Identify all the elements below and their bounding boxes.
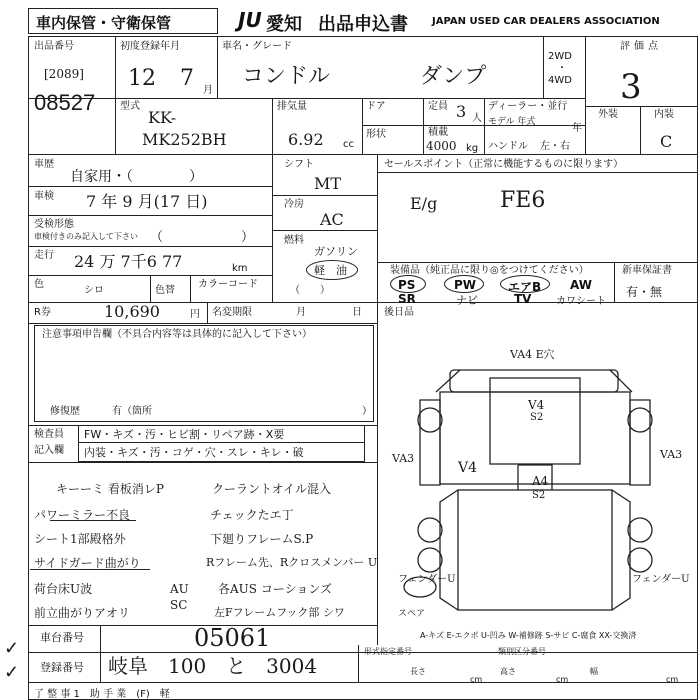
divider bbox=[28, 462, 377, 463]
wheel-rr bbox=[628, 518, 652, 542]
mileage-label: 走行 bbox=[34, 250, 54, 261]
divider bbox=[640, 106, 641, 154]
underline bbox=[30, 569, 150, 570]
registration-value: 岐阜 100 と 3004 bbox=[108, 654, 318, 678]
side-mark-sc: SC bbox=[170, 598, 188, 612]
note-8: チェックたエ丁 bbox=[210, 508, 294, 522]
divider bbox=[484, 98, 485, 154]
mileage-unit: km bbox=[232, 263, 248, 274]
reg-year: 12 bbox=[128, 66, 156, 91]
note-12: 左Fフレームフック部 シワ bbox=[214, 606, 345, 619]
wheel-rl bbox=[418, 518, 442, 542]
chassis-label: 車台番号 bbox=[40, 631, 84, 644]
divider bbox=[100, 625, 101, 682]
type-label: 型式 bbox=[120, 101, 140, 112]
lot-label: 出品番号 bbox=[34, 41, 74, 52]
inspector-row2: 内装・キズ・汚・コゲ・穴・スレ・キレ・破 bbox=[84, 446, 304, 459]
note-3: シート1部殿格外 bbox=[34, 532, 126, 546]
mark-8: S2 bbox=[532, 490, 546, 501]
wheel-fr bbox=[628, 408, 652, 432]
warranty-label: 新車保証書 bbox=[622, 265, 672, 276]
ju-logo: JU bbox=[238, 8, 262, 32]
equip-ps: PS bbox=[398, 278, 416, 292]
equip-airbag: エアB bbox=[508, 280, 542, 294]
capacity-label: 定員 bbox=[428, 101, 448, 112]
capacity: 3 bbox=[456, 102, 467, 121]
left-side bbox=[420, 400, 440, 485]
load-unit: kg bbox=[466, 143, 479, 154]
divider bbox=[362, 125, 585, 126]
color-label: 色 bbox=[34, 279, 44, 290]
divider bbox=[28, 98, 585, 99]
lot-number: 08527 bbox=[34, 90, 96, 115]
reg-month: 7 bbox=[180, 66, 194, 91]
note-4: サイドガード曲がり bbox=[34, 556, 141, 570]
checkmark: ✓ bbox=[4, 662, 20, 683]
grade: ダンプ bbox=[420, 64, 487, 89]
note-11: 各AUS コーションズ bbox=[218, 582, 332, 596]
form-title: 出品申込書 bbox=[318, 14, 408, 35]
divider bbox=[28, 186, 272, 187]
equipment-label: 装備品（純正品に限り◎をつけてください） bbox=[390, 265, 589, 276]
month-unit: 月 bbox=[203, 85, 213, 96]
bed-floor bbox=[458, 490, 612, 610]
color-code-label: カラーコード bbox=[198, 279, 258, 290]
recycle-label: R券 bbox=[34, 307, 51, 318]
divider bbox=[272, 230, 377, 231]
recycle-yen: 円 bbox=[190, 309, 200, 320]
inspection-label: 車検 bbox=[34, 191, 54, 202]
lot-sub: [2089] bbox=[44, 67, 84, 81]
circle-ps bbox=[390, 275, 426, 293]
cab-roof bbox=[450, 370, 618, 392]
mark-11: スペア bbox=[398, 609, 426, 619]
registration-label: 登録番号 bbox=[40, 661, 84, 674]
divider bbox=[28, 682, 698, 683]
type-line2: MK252BH bbox=[142, 130, 227, 149]
type-line1: KK- bbox=[148, 108, 177, 127]
class-number-label: 類別区分番号 bbox=[498, 647, 546, 656]
equip-seat: カワシート bbox=[556, 296, 606, 307]
handling-paren: （ ） bbox=[150, 230, 255, 245]
sales-text2: FE6 bbox=[500, 188, 546, 213]
height-label: 高さ bbox=[500, 667, 516, 676]
wheel-fl bbox=[418, 408, 442, 432]
chassis-value: 05061 bbox=[194, 624, 271, 652]
checkmark: ✓ bbox=[4, 638, 20, 659]
bottom-cut-row: 了 整 事 1 助 手 業 (F) 軽 bbox=[34, 689, 170, 700]
note-2: パワーミラー不良 bbox=[34, 508, 131, 522]
recycle-month: 月 bbox=[296, 307, 306, 318]
divider bbox=[217, 36, 218, 98]
fuel-gas: ガソリン bbox=[314, 245, 358, 258]
divider bbox=[272, 98, 273, 154]
underline bbox=[50, 520, 136, 521]
handle-value: 左・右 bbox=[540, 141, 570, 152]
handle-label: ハンドル bbox=[488, 141, 528, 152]
inspector-label1: 検査員 bbox=[34, 429, 64, 440]
note-7: クーラントオイル混入 bbox=[212, 482, 332, 496]
model-year-unit: 年 bbox=[572, 123, 582, 134]
note-10: Rフレーム先、Rクロスメンバー U bbox=[206, 556, 378, 569]
width-label: 幅 bbox=[590, 667, 598, 676]
divider bbox=[207, 302, 208, 323]
color-change-label: 色替 bbox=[155, 285, 175, 296]
divider bbox=[423, 98, 424, 154]
displacement: 6.92 bbox=[288, 130, 324, 149]
usage-label: 車歴 bbox=[34, 159, 54, 170]
note-1: キーーミ 看板消レP bbox=[56, 482, 164, 496]
side-mark-au: AU bbox=[170, 582, 189, 596]
mark-4: VA3 bbox=[392, 452, 415, 465]
divider bbox=[28, 652, 698, 653]
inspector-row1: FW・キズ・汚・ヒビ割・リペア跡・X要 bbox=[84, 428, 285, 441]
divider bbox=[190, 275, 191, 302]
divider bbox=[28, 154, 698, 155]
form-number-label: 形式指定番号 bbox=[364, 647, 412, 656]
fuel-label: 燃料 bbox=[284, 235, 304, 246]
circle-pw bbox=[444, 275, 484, 293]
name-change-label: 名変期限 bbox=[212, 307, 252, 318]
divider bbox=[377, 262, 698, 263]
shift-label: シフト bbox=[284, 159, 314, 170]
note-6: 前立曲がりアオリ bbox=[34, 606, 130, 620]
shape-label: 形状 bbox=[366, 129, 386, 140]
mark-2: V4 bbox=[528, 398, 545, 412]
interior-grade: C bbox=[660, 132, 673, 151]
score: 3 bbox=[620, 67, 642, 107]
reg-label: 初度登録年月 bbox=[120, 41, 180, 52]
recycle-day: 日 bbox=[352, 307, 362, 318]
equip-aw: AW bbox=[570, 278, 592, 292]
repair-close: ） bbox=[362, 406, 372, 417]
divider bbox=[28, 246, 272, 247]
diagram-legend: A-キズ E-エクボ U-凹み W-補修跡 S-サビ C-腐食 XX-交換済 bbox=[420, 631, 637, 640]
capacity-unit: 人 bbox=[472, 113, 482, 124]
load: 4000 bbox=[426, 139, 457, 153]
equip-sr: SR bbox=[398, 292, 416, 306]
model-year-label: モデル 年式 bbox=[488, 117, 536, 127]
cab-edges bbox=[436, 370, 632, 392]
right-side bbox=[630, 400, 650, 485]
fuel-diesel: 軽 油 bbox=[314, 264, 347, 277]
divider bbox=[358, 645, 359, 682]
inspector-label2: 記入欄 bbox=[34, 445, 64, 456]
caution-label: 注意事項申告欄（不具合内容等は具体的に記入して下さい） bbox=[42, 329, 312, 340]
repair-value: 有（箇所 bbox=[112, 406, 152, 417]
wheel-rl2 bbox=[418, 548, 442, 572]
inspection: 7 年 9 月(17 日) bbox=[86, 192, 208, 211]
drive-4wd: 4WD bbox=[548, 75, 572, 86]
bed-sides bbox=[440, 490, 630, 610]
divider bbox=[272, 195, 377, 196]
rear-label: 後日品 bbox=[384, 307, 414, 318]
recycle-amount: 10,690 bbox=[104, 302, 160, 321]
height-unit: cm bbox=[556, 675, 569, 684]
divider bbox=[28, 323, 377, 324]
handling-note: 車検付きのみ記入して下さい bbox=[34, 232, 138, 241]
divider bbox=[377, 154, 378, 302]
length-label: 長さ bbox=[410, 667, 426, 676]
width-unit: cm bbox=[666, 675, 679, 684]
handling-label: 受検形態 bbox=[34, 219, 74, 230]
divider bbox=[543, 36, 544, 98]
shift: MT bbox=[314, 174, 342, 193]
sales-text1: E/g bbox=[410, 194, 438, 213]
doors-label: ドア bbox=[366, 101, 386, 112]
mark-6: V4 bbox=[458, 460, 478, 476]
dealer-label: ディーラー・並行 bbox=[488, 101, 568, 112]
aircon: AC bbox=[320, 210, 344, 229]
mark-1: VA4 E穴 bbox=[510, 348, 555, 361]
mark-10: フェンダーU bbox=[632, 574, 690, 585]
fuel-paren: （ ） bbox=[290, 285, 330, 296]
wheel-rr2 bbox=[628, 548, 652, 572]
divider bbox=[150, 275, 151, 302]
length-unit: cm bbox=[470, 675, 483, 684]
divider bbox=[362, 98, 363, 154]
circle-airbag bbox=[500, 275, 550, 293]
mark-9: フェンダーU bbox=[398, 574, 456, 585]
storage-notice: 車内保管・守衛保管 bbox=[36, 14, 172, 32]
note-5: 荷台床U波 bbox=[34, 582, 93, 596]
color-value: シロ bbox=[84, 285, 104, 296]
aircon-label: 冷房 bbox=[284, 199, 304, 210]
usage: 自家用・（ ） bbox=[70, 169, 203, 185]
displacement-label: 排気量 bbox=[277, 101, 307, 112]
equip-tv: TV bbox=[514, 292, 532, 306]
divider bbox=[28, 215, 272, 216]
displacement-unit: cc bbox=[343, 139, 354, 150]
equip-navi: ナビ bbox=[456, 294, 478, 307]
divider bbox=[377, 172, 698, 173]
repair-label: 修復歴 bbox=[50, 406, 80, 417]
load-label: 積載 bbox=[428, 127, 448, 138]
equip-pw: PW bbox=[454, 278, 477, 292]
interior-label: 内装 bbox=[654, 109, 674, 120]
model-name: コンドル bbox=[242, 64, 331, 89]
model-label: 車名・グレード bbox=[222, 41, 292, 52]
exterior-label: 外装 bbox=[598, 109, 618, 120]
drive-dot: ・ bbox=[557, 63, 567, 74]
org-name: 愛知 bbox=[266, 14, 302, 35]
note-9: 下廻りフレームS.P bbox=[210, 532, 314, 546]
mark-3: S2 bbox=[530, 412, 544, 423]
drive-2wd: 2WD bbox=[548, 51, 572, 62]
sales-label: セールスポイント（正常に機能するものに限ります） bbox=[384, 159, 624, 170]
divider bbox=[614, 262, 615, 302]
divider bbox=[115, 36, 116, 154]
mileage: 24 万 7千6 77 bbox=[74, 252, 183, 271]
caution-box bbox=[34, 325, 374, 422]
warranty-value: 有・無 bbox=[626, 285, 663, 299]
mark-7: A4 bbox=[532, 474, 549, 488]
divider bbox=[585, 36, 586, 154]
score-label: 評価点 bbox=[620, 41, 662, 52]
form-subtitle: JAPAN USED CAR DEALERS ASSOCIATION bbox=[432, 16, 660, 27]
mark-5: VA3 bbox=[660, 448, 683, 461]
divider bbox=[272, 154, 273, 302]
